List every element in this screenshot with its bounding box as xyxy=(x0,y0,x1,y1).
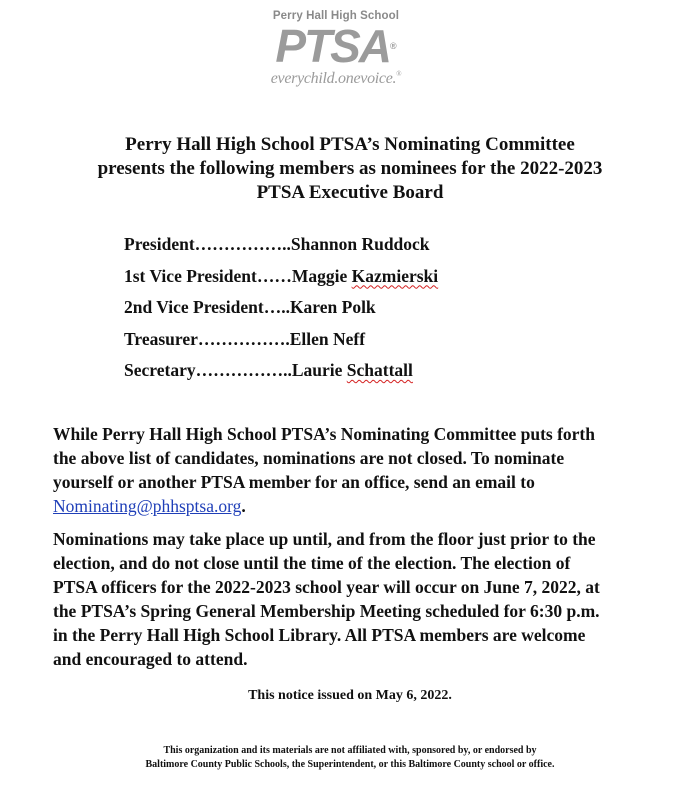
paragraph-line: yourself or another PTSA member for an office, send an email to xyxy=(53,472,535,492)
logo-school-name: Perry Hall High School xyxy=(272,10,400,22)
logo-ptsa-wordmark xyxy=(255,22,417,70)
nominations-open-paragraph xyxy=(53,422,653,518)
paragraph-line: While Perry Hall High School PTSA’s Nominating Committee puts forth xyxy=(53,424,595,444)
heading-line-1: Perry Hall High School PTSA’s Nominating Committee xyxy=(125,134,575,155)
logo-word-text: PTSA xyxy=(275,20,391,72)
disclaimer-line-1: This organization and its materials are not affiliated with, sponsored by, or endorsed by xyxy=(163,745,537,756)
nominee-first-name: Laurie xyxy=(291,360,343,380)
paragraph-line xyxy=(53,494,653,518)
paragraph-line: Nominations may take place up until, and from the floor just prior to the xyxy=(53,529,596,549)
paragraph-line: and encouraged to attend. xyxy=(53,649,248,669)
nominee-last-name: Kazmierski xyxy=(351,265,439,286)
nominee-name: Ellen Neff xyxy=(289,328,366,349)
office-label: President xyxy=(124,234,195,254)
nominee-name: Karen Polk xyxy=(289,297,376,317)
nominee-list xyxy=(124,232,604,390)
dot-leader: …………….. xyxy=(195,360,292,380)
heading-line-2: presents the following members as nominees for the 2022-2023 xyxy=(97,158,603,179)
nominee-row-president xyxy=(124,232,604,264)
office-label: 2nd Vice President xyxy=(124,297,264,317)
page-heading xyxy=(0,133,700,205)
dot-leader: …………….. xyxy=(194,234,291,254)
paragraph-line: the above list of candidates, nominations are not closed. To nominate xyxy=(53,448,565,468)
dot-leader: ….. xyxy=(263,297,290,317)
nominee-first-name: Maggie xyxy=(291,265,348,286)
nominating-email-link[interactable]: Nominating@phhsptsa.org xyxy=(53,496,242,516)
ptsa-logo xyxy=(255,6,417,96)
nominee-name: Shannon Ruddock xyxy=(290,234,430,254)
logo-tagline xyxy=(255,70,417,88)
nominee-row-secretary xyxy=(124,358,604,390)
office-label: Treasurer xyxy=(124,328,198,349)
paragraph-period: . xyxy=(241,496,246,516)
heading-line-3: PTSA Executive Board xyxy=(256,182,444,203)
logo-tagline-text: everychild.onevoice. xyxy=(270,70,397,87)
office-label: Secretary xyxy=(124,360,196,380)
office-label: 1st Vice President xyxy=(124,265,257,286)
election-details-paragraph xyxy=(53,527,653,671)
paragraph-line: election, and do not close until the time of the election. The election of xyxy=(53,553,571,573)
dot-leader: ……………. xyxy=(197,328,290,349)
nominee-row-second-vice-president xyxy=(124,295,604,327)
logo-reg-mark: ® xyxy=(390,41,397,51)
paragraph-line: in the Perry Hall High School Library. All PTSA members are welcome xyxy=(53,625,586,645)
disclaimer xyxy=(0,744,700,772)
disclaimer-line-2: Baltimore County Public Schools, the Superintendent, or this Baltimore County school or office. xyxy=(145,759,555,770)
logo-tagline-reg: ® xyxy=(396,70,402,78)
nominee-last-name: Schattall xyxy=(346,360,413,380)
dot-leader: …… xyxy=(256,265,292,286)
paragraph-line: PTSA officers for the 2022-2023 school year will occur on June 7, 2022, at xyxy=(53,577,600,597)
nominee-row-treasurer xyxy=(124,327,604,359)
notice-date: This notice issued on May 6, 2022. xyxy=(248,688,452,703)
nominee-row-first-vice-president xyxy=(124,264,604,296)
paragraph-line: the PTSA’s Spring General Membership Meeting scheduled for 6:30 p.m. xyxy=(53,601,600,621)
